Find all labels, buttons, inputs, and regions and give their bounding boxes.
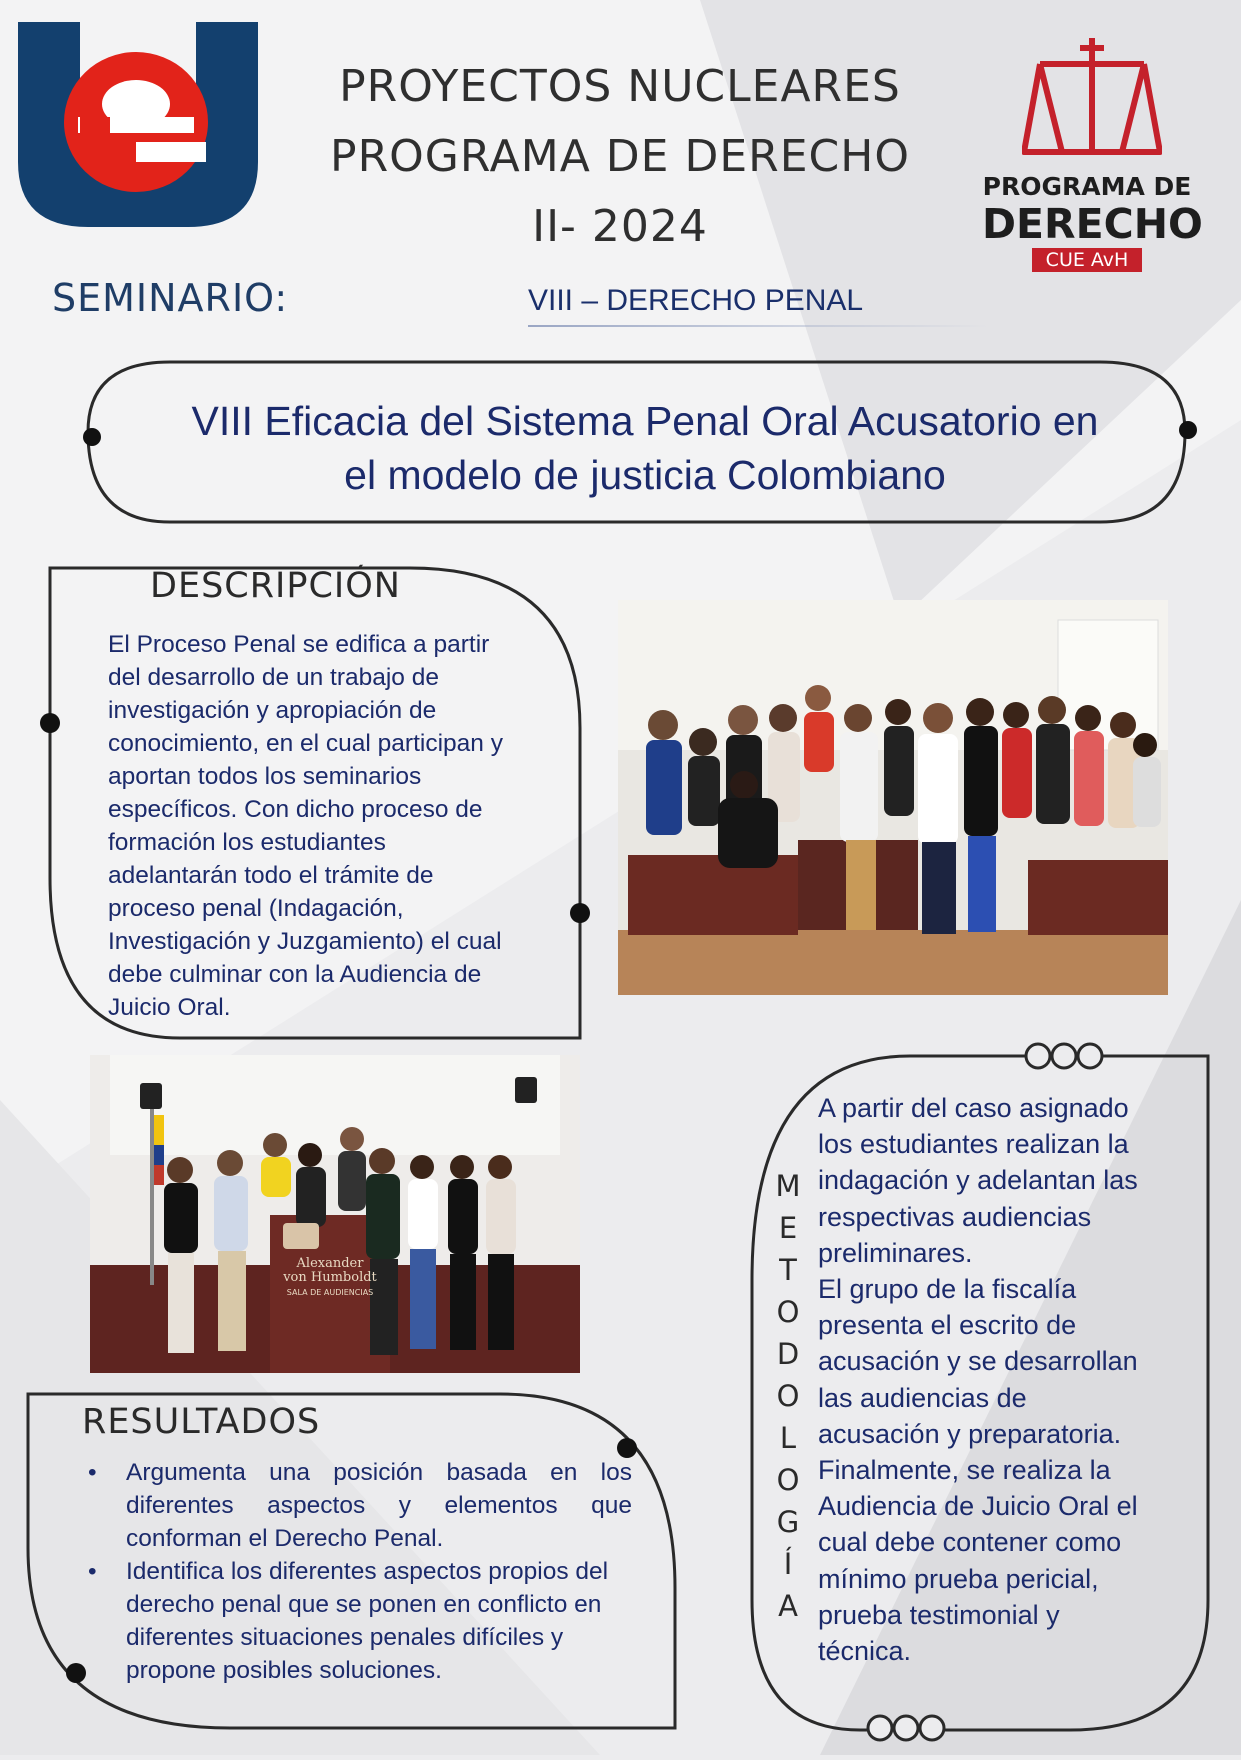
main-title [150, 394, 1140, 502]
seminario-label: SEMINARIO: [52, 276, 289, 320]
metodologia-letter: L [779, 1421, 797, 1455]
descripcion-text [108, 628, 578, 1024]
descripcion-line: adelantarán todo el trámite de [108, 862, 434, 889]
courtroom-sign-line-1: Alexander [296, 1256, 364, 1271]
metodologia-line: los estudiantes realizan la [818, 1129, 1129, 1160]
metodologia-line: respectivas audiencias [818, 1201, 1092, 1232]
metodologia-line: indagación y adelantan las [818, 1165, 1138, 1196]
seminario-underline [528, 325, 988, 327]
metodologia-letter: O [776, 1295, 800, 1329]
descripcion-line: Investigación y Juzgamiento) el cual [108, 928, 502, 955]
metodologia-letter: O [776, 1463, 800, 1497]
resultados-item: • Identifica los diferentes aspectos propios del derecho penal que se ponen en conflicto en diferentes situaciones penales difíciles y propone posibles soluciones. [84, 1555, 632, 1687]
descripcion-heading: DESCRIPCIÓN [150, 566, 401, 606]
descripcion-line: El Proceso Penal se edifica a partir [108, 631, 490, 658]
metodologia-letter: A [778, 1589, 798, 1623]
descripcion-line: formación los estudiantes [108, 829, 386, 856]
seminario-value: VIII – DERECHO PENAL [528, 284, 864, 317]
program-logo-line-2: DERECHO [982, 200, 1203, 248]
main-title-line-1: VIII Eficacia del Sistema Penal Oral Acusatorio en [191, 398, 1099, 444]
ue-logo-icon [18, 22, 258, 232]
metodologia-text [818, 1090, 1190, 1669]
program-logo [982, 172, 1203, 272]
metodologia-line: las audiencias de [818, 1382, 1027, 1413]
courtroom-sign-line-3: SALA DE AUDIENCIAS [286, 1288, 374, 1297]
metodologia-letter: M [775, 1169, 801, 1203]
metodologia-vertical-heading [768, 1165, 808, 1627]
program-logo-line-1: PROGRAMA DE [982, 172, 1192, 201]
header-title-line-3: II- 2024 [532, 201, 708, 252]
metodologia-line: acusación y se desarrollan [818, 1346, 1138, 1377]
metodologia-line: prueba testimonial y [818, 1599, 1060, 1630]
metodologia-line: técnica. [818, 1636, 912, 1667]
descripcion-line: aportan todos los seminarios [108, 763, 422, 790]
resultados-item: • Argumenta una posición basada en los diferentes aspectos y elementos que conforman el Derecho Penal. [84, 1456, 632, 1555]
descripcion-line: proceso penal (Indagación, [108, 895, 404, 922]
metodologia-letter: Í [783, 1547, 793, 1581]
group-photo-classroom [618, 600, 1168, 995]
metodologia-letter: O [776, 1379, 800, 1413]
metodologia-letter: G [776, 1505, 800, 1539]
metodologia-line: preliminares. [818, 1237, 973, 1268]
metodologia-letter: T [779, 1253, 797, 1287]
header-title [290, 52, 950, 262]
group-photo-courtroom [90, 1055, 580, 1373]
header-title-line-2: PROGRAMA DE DERECHO [330, 131, 910, 182]
courtroom-sign-line-2: von Humboldt [283, 1270, 377, 1285]
metodologia-line: acusación y preparatoria. [818, 1418, 1122, 1449]
descripcion-line: investigación y apropiación de [108, 697, 437, 724]
metodologia-line: El grupo de la fiscalía [818, 1274, 1077, 1305]
descripcion-line: del desarrollo de un trabajo de [108, 664, 439, 691]
metodologia-line: Finalmente, se realiza la [818, 1455, 1111, 1486]
metodologia-line: Audiencia de Juicio Oral el [818, 1491, 1138, 1522]
header-title-line-1: PROYECTOS NUCLEARES [339, 61, 901, 112]
descripcion-line: Juicio Oral. [108, 994, 231, 1021]
metodologia-line: mínimo prueba pericial, [818, 1563, 1099, 1594]
metodologia-line: cual debe contener como [818, 1527, 1122, 1558]
program-logo-badge: CUE AvH [1032, 248, 1143, 272]
metodologia-line: A partir del caso asignado [818, 1093, 1129, 1123]
metodologia-letter: D [776, 1337, 800, 1371]
descripcion-line: específicos. Con dicho proceso de [108, 796, 483, 823]
metodologia-letter: E [778, 1211, 798, 1245]
scales-of-justice-icon [1022, 34, 1162, 164]
descripcion-line: debe culminar con la Audiencia de [108, 961, 482, 988]
metodologia-line: presenta el escrito de [818, 1310, 1077, 1341]
resultados-list [84, 1456, 632, 1687]
main-title-line-2: el modelo de justicia Colombiano [344, 452, 946, 498]
resultados-heading: RESULTADOS [82, 1402, 321, 1442]
descripcion-line: conocimiento, en el cual participan y [108, 730, 503, 757]
